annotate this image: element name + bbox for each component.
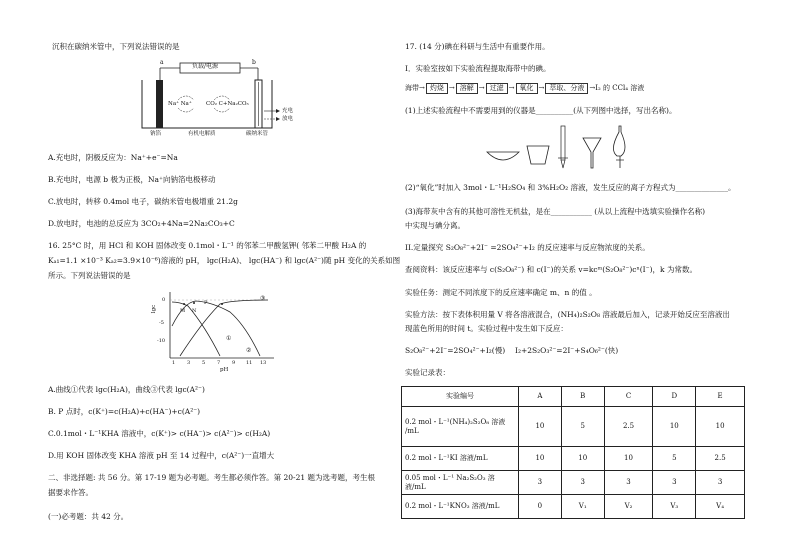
table-row: [402, 447, 745, 471]
q16-option-d: D.用 KOH 固体改变 KHA 溶液 pH 至 14 过程中，c(A²⁻)一直增大: [48, 451, 275, 460]
q15-option-a: A.充电时，阴极反应为：Na⁺+e⁻=Na: [48, 153, 178, 162]
funnel-icon: [583, 138, 601, 168]
reference-text: 查阅资料：该反应速率与 c(S₂O₈²⁻) 和 c(I⁻)的关系 v=kcᵐ(S₂O₈²⁻)cⁿ(I⁻)，k 为常数。: [405, 265, 697, 274]
section2-line2: 据要求作答。: [48, 488, 93, 497]
q17-title: 17. (14 分)碘在科研与生活中有重要作用。: [405, 42, 550, 51]
q17-part1-q3-line2: 中实现与碘分离。: [405, 221, 465, 230]
table-cell: 0.2 mol・L⁻¹KNO₃ 溶液/mL: [402, 495, 519, 519]
table-row: [402, 471, 745, 495]
evaporating-dish-icon: [487, 152, 519, 160]
q16-option-b: B. P 点时，c(K⁺)=c(H₂A)+c(HA⁻)+c(A²⁻): [48, 407, 201, 416]
table-cell: 3: [561, 471, 604, 495]
q16-option-a: A.曲线①代表 lgc(H₂A)，曲线③代表 lgc(A²⁻): [48, 385, 205, 394]
battery-foil-label: 钠箔: [150, 131, 162, 137]
graph-ytick-1: -5: [159, 320, 164, 326]
flow-step-2: 溶解: [456, 83, 478, 94]
q15-option-c: C.放电时，转移 0.4mol 电子，碳纳米管电极增重 21.2g: [48, 197, 238, 206]
table-cell: 2.5: [604, 407, 653, 447]
crucible-icon: [527, 146, 549, 164]
curve-label-1: ①: [226, 335, 232, 342]
graph-xtick-3: 7: [217, 360, 221, 366]
battery-figure: [140, 59, 280, 138]
lgc-ph-graph: [150, 286, 280, 372]
q15-stem: 沉积在碳纳米管中，下列说法错误的是: [52, 42, 180, 51]
table-header-cell: D: [653, 387, 696, 407]
method-line1: 实验方法：按下表体积用量 V 将各溶液混合，(NH₄)₂S₂O₈ 溶液最后加入，记录开始反应至溶液出: [405, 310, 730, 319]
table-cell: 10: [604, 447, 653, 471]
table-cell: 10: [653, 407, 696, 447]
q15-option-b: B.充电时，电源 b 极为正极，Na⁺向钠箔电极移动: [48, 175, 216, 184]
flow-end: I₂ 的 CCl₄ 溶液: [595, 84, 645, 92]
table-header-cell: C: [604, 387, 653, 407]
flow-diagram: 海带→ 灼烧 → 溶解 → 过滤 → 氧化 → 萃取、分液 →I₂ 的 CCl₄ 溶液: [405, 84, 645, 92]
graph-xtick-6: 13: [260, 360, 267, 366]
graph-xtick-1: 3: [187, 360, 191, 366]
section2-line1: 二、非选择题: 共 56 分。第 17-19 题为必考题。考生都必须作答。第 20-21 题为选考题，考生根: [48, 473, 375, 482]
right-column: [397, 0, 794, 560]
battery-b-label: b: [252, 59, 256, 66]
table-cell: 3: [696, 471, 745, 495]
curve-label-2: ②: [246, 347, 252, 354]
table-header-row: [402, 387, 745, 407]
q16-stem-line3: 所示。下列说法错误的是: [48, 271, 131, 280]
table-cell: 3: [604, 471, 653, 495]
graph-ytick-0: 0: [162, 297, 166, 303]
charge-label: 充电: [282, 108, 294, 114]
point-label-n: N: [192, 308, 197, 314]
battery-electrolyte-label: 有机电解质: [188, 131, 216, 137]
battery-a-label: a: [160, 59, 164, 66]
table-cell: 3: [519, 471, 562, 495]
flow-step-5: 萃取、分液: [545, 83, 588, 94]
burette-icon: [558, 126, 568, 168]
required-heading: (一)必考题：共 42 分。: [48, 512, 129, 521]
graph-xtick-5: 11: [246, 360, 253, 366]
table-header-cell: A: [519, 387, 562, 407]
table-cell: 10: [519, 407, 562, 447]
q17-part1-q2: (2)“氧化”时加入 3mol・L⁻¹H₂SO₄ 和 3%H₂O₂ 溶液，发生反应的离子方程式为______________。: [405, 183, 736, 192]
flow-start: 海带: [405, 84, 419, 92]
table-cell: 10: [561, 447, 604, 471]
table-cell: V₄: [696, 495, 745, 519]
curve-label-3: ③: [260, 295, 266, 302]
record-table: [401, 386, 745, 519]
flow-step-4: 氧化: [516, 83, 538, 94]
table-header-cell: E: [696, 387, 745, 407]
record-heading: 实验记录表：: [405, 368, 450, 377]
flow-step-1: 灼烧: [426, 83, 448, 94]
table-cell: 5: [561, 407, 604, 447]
table-cell: 10: [519, 447, 562, 471]
table-cell: 0.2 mol・L⁻¹(NH₄)₂S₂O₈ 溶液 /mL: [402, 407, 519, 447]
part2-heading: II.定量探究 S₂O₈²⁻+2I⁻ =2SO₄²⁻+I₂ 的反应速率与反应物浓度的关系。: [405, 243, 650, 252]
table-cell: 2.5: [696, 447, 745, 471]
graph-xtick-4: 9: [232, 360, 236, 366]
table-cell: 0.2 mol・L⁻¹KI 溶液/mL: [402, 447, 519, 471]
battery-load-label: 负载/电源: [192, 63, 219, 70]
battery-cnt-label: 碳纳米管: [246, 131, 269, 137]
table-cell: V₃: [653, 495, 696, 519]
graph-xlabel: pH: [220, 367, 229, 373]
q16-stem-line2: Kₐ₁=1.1 ×10⁻³ Kₐ₂=3.9×10⁻⁶)溶液的 pH， lgc(H₂A)、 lgc(HA⁻) 和 lgc(A²⁻)随 pH 变化的关系如图: [48, 256, 401, 265]
graph-ylabel: lgc: [151, 304, 158, 314]
table-cell: 0.05 mol・L⁻¹ Na₂S₂O₃ 溶液/mL: [402, 471, 519, 495]
q17-part1-q1: (1)上述实验流程中不需要用到的仪器是__________(从下列图中选择，写出名称)。: [405, 106, 677, 115]
part1-heading: I．实验室按如下实验流程提取海带中的碘。: [405, 64, 551, 73]
table-cell: V₁: [561, 495, 604, 519]
q15-option-d: D.放电时，电池的总反应为 3CO₂+4Na=2Na₂CO₃+C: [48, 219, 235, 228]
table-cell: 10: [696, 407, 745, 447]
table-row: [402, 407, 745, 447]
method-line2: 现蓝色所用的时间 t。实验过程中发生如下反应：: [405, 324, 568, 333]
separatory-funnel-icon: [613, 126, 625, 168]
task-text: 实验任务：测定不同浓度下的反应速率确定 m、n 的值 。: [405, 288, 597, 297]
q16-stem-line1: 16. 25°C 时，用 HCl 和 KOH 固体改变 0.1mol・L⁻¹ 的邻苯二甲酸氢钾( 邻苯二甲酸 H₂A 的: [48, 241, 367, 250]
equation-fast: I₂+2S₂O₃²⁻=2I⁻+S₄O₆²⁻(快): [515, 346, 619, 355]
point-label-p: P: [204, 300, 208, 306]
apparatus-figure: [485, 124, 675, 174]
flow-step-3: 过滤: [486, 83, 508, 94]
graph-xtick-0: 1: [172, 360, 176, 366]
graph-ytick-2: -10: [157, 338, 166, 344]
table-header-cell: 实验编号: [402, 387, 519, 407]
discharge-label: 放电: [282, 116, 294, 122]
battery-co2-label: CO₂ C+Na₂CO₃: [206, 101, 249, 107]
table-cell: V₂: [604, 495, 653, 519]
table-cell: 3: [653, 471, 696, 495]
table-row: [402, 495, 745, 519]
q17-part1-q3-line1: (3)海带灰中含有的其他可溶性无机盐，是在___________ (从以上流程中选填实验操作名称): [405, 207, 706, 216]
battery-na-label: Na⁺ Na⁺: [168, 101, 192, 107]
table-cell: 5: [653, 447, 696, 471]
table-cell: 0: [519, 495, 562, 519]
table-header-cell: B: [561, 387, 604, 407]
equation-slow: S₂O₈²⁻+2I⁻=2SO₄²⁻+I₂(慢): [405, 346, 506, 355]
graph-xtick-2: 5: [202, 360, 206, 366]
point-label-m: M: [180, 308, 186, 314]
q16-option-c: C.0.1mol・L⁻¹KHA 溶液中，c(K⁺)> c(HA⁻)> c(A²⁻)> c(H₂A): [48, 429, 271, 438]
